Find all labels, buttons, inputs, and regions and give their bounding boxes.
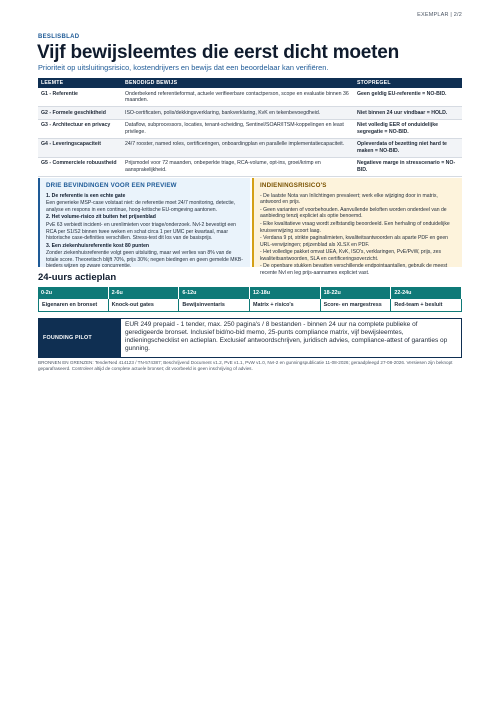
findings-title: DRIE BEVINDINGEN VOOR EEN PREVIEW	[46, 182, 177, 189]
finding-title: 2. Het volume-risico zit buiten het prijsenblad	[46, 214, 156, 221]
gap-name: G5 - Commerciele robuustheid	[38, 157, 122, 176]
gap-stop-rule: Geen geldig EU-referentie = NO-BID.	[354, 88, 462, 107]
timeline-task: Knock-out gates	[109, 299, 180, 312]
table-row	[38, 138, 462, 157]
risk-item: - De laatste Nota van Inlichtingen prevaleert; werk elke wijziging door in matrix, antwoord en prijs.	[260, 192, 438, 206]
gap-evidence: Onderbekend referentieformat, actuele verifieerbare contactperson, scope en evaluatie binnen 36 maanden.	[122, 88, 354, 107]
gap-stop-rule: Opleverdata of bezetting niet hard te maken = NO-BID.	[354, 138, 462, 157]
risk-item: - De openbare stukken bevatten verschillende endpointaantallen, gebruik de meest recente Nvl en leg prijs-aannames expliciet vast.	[260, 263, 448, 276]
finding-title: 3. Een ziekenhuisreferentie kost 80 punten	[46, 242, 150, 249]
timeline-task: Red-team + besluit	[391, 299, 462, 312]
timeline-task: Bewijsinventaris	[179, 299, 250, 312]
column-header-evidence: BENODIGD BEWIJS	[122, 78, 354, 88]
finding-text: Zonder ziekenhuisreferentie volgt geen uitsluiting, maar wel verlies van 8% van de totale score. Theoretisch blijft 70%, prijs 30%; negen biedingen en geen gemelde MKB-bieders wijzen op zware concurrentie.	[46, 250, 243, 270]
sources-footnote: BRONNEN EN GRENZEN: TenderNed 414123 / TN-574387; Beschrijvend Document v1.2, PvE v1.1, PvW v1.0, NvI-2 en gunningspublicatie 11-08-2026; geraadpleegd 27-08-2026. Versiesen zijn beknopt geparafraseerd. Controleer altijd de complete actuele bronset; dit voorbeeld is geen inschrijving of advies.	[38, 360, 453, 371]
gap-stop-rule: Niet volledig EER of onduidelijke segregatie = NO-BID.	[354, 119, 462, 138]
gap-evidence: Dataflow, subprocessors, locaties, tenant-scheiding, Sentinel/SOAR/ITSM-koppelingen en least privilege.	[122, 119, 354, 138]
column-header-gap: LEEMTE	[38, 78, 122, 88]
findings-box	[38, 178, 250, 270]
evidence-gap-table	[38, 78, 462, 177]
timeline-slot: 18-22u	[321, 287, 392, 299]
risk-item: - Verdana 9 pt, strikte paginalimieten, kwaliteitsantwoorden als aparte PDF en geen URL-verwijzingen; prijzenblad als XLSX en PDF.	[260, 235, 449, 248]
gap-stop-rule: Negatieve marge in stresscenario = NO-BID.	[354, 157, 462, 176]
timeline-slot: 0-2u	[38, 287, 109, 299]
risks-box	[252, 178, 462, 276]
timeline-task: Eigenaren en bronset	[38, 299, 109, 312]
table-row	[38, 157, 462, 176]
table-row	[38, 119, 462, 138]
risk-item: - Het volledige pakket omvat UEA, KvK, ISO's, verklaringen, PvE/PvW, prijs, zes kwaliteitsantwoorden, SLA en certificeringsoverzicht.	[260, 249, 442, 262]
action-plan-timeline	[38, 287, 462, 312]
table-row	[38, 88, 462, 107]
page-title: Vijf bewijsleemtes die eerst dicht moeten	[37, 42, 400, 63]
timeline-slot: 12-18u	[250, 287, 321, 299]
gap-name: G4 - Leveringscapaciteit	[38, 138, 122, 157]
page-tag: EXEMPLAR | 2/2	[417, 12, 462, 18]
action-plan-title: 24-uurs actieplan	[38, 272, 117, 283]
finding-title: 1. De referentie is een echte gate	[46, 192, 126, 199]
timeline-task: Score- en margestress	[321, 299, 392, 312]
table-row	[38, 107, 462, 120]
gap-name: G1 - Referentie	[38, 88, 122, 107]
gap-stop-rule: Niet binnen 24 uur vindbaar = HOLD.	[354, 107, 462, 120]
risk-item: - Elke kwalitatieve vraag wordt zelfstandig beoordeeld. Een herhaling of onduidelijke kruisverwijzing scoort laag.	[260, 221, 450, 234]
gap-name: G2 - Formele geschiktheid	[38, 107, 122, 120]
finding-text: Een generieke MSP-case volstaat niet: de referentie moet 24/7 monitoring, detectie, analyse en respons in een continue, hoog-kritische EU-omgeving aantonen.	[46, 200, 236, 213]
gap-evidence: Prijsmodel voor 72 maanden, onbeperkte triage, RCA-volume, opt-ins, groei/krimp en aansprakelijkheid.	[122, 157, 354, 176]
finding-text: PvE 63 verbiedt incident- en urenlimieten voor triage/onderzoek. Nvl-2 bevestigt een RCA per S1/S2 binnen twee weken en schat circa 1 per UMC per kwartaal, maar historische case-definities verschillen. Stress-test dit los van de basisprijs.	[46, 222, 236, 242]
table-header-row	[38, 78, 462, 88]
gap-evidence: ISO-certificaten, polis/dekkingsverklaring, bankverklaring, KvK en tekenbevoegdheid.	[122, 107, 354, 120]
page-subtitle: Prioriteit op uitsluitingsrisico, kostendrijvers en bewijs dat een beoordelaar kan verifiëren.	[38, 63, 329, 72]
pilot-description: EUR 249 prepaid - 1 tender, max. 250 pagina's / 8 bestanden - binnen 24 uur na complete publieke of geredigeerde bronset. Inclusief bid/no-bid memo, 25-punts compliance matrix, vijf bewijsleemtes, indieningschecklist en actieplan. Exclusief antwoordschrijven, juridisch advies, compliance-attest of garanties op gunning.	[121, 319, 461, 357]
timeline-slot: 6-12u	[179, 287, 250, 299]
risks-title: INDIENINGSRISICO'S	[260, 182, 327, 189]
gap-name: G3 - Architectuur en privacy	[38, 119, 122, 138]
section-kicker: BESLISBLAD	[38, 34, 80, 40]
column-header-stop-rule: STOPREGEL	[354, 78, 462, 88]
pilot-label: FOUNDING PILOT	[39, 319, 121, 357]
timeline-task: Matrix + risico's	[250, 299, 321, 312]
gap-evidence: 24/7 rooster, named roles, certificeringen, onboardingplan en parallelle implementatiecapaciteit.	[122, 138, 354, 157]
founding-pilot-band	[38, 318, 462, 358]
risk-item: - Geen varianten of voorbehouden. Aanvullende beloften worden onderdeel van de aanbieding tenzij expliciet als optie benoemd.	[260, 206, 447, 220]
timeline-slot: 2-6u	[109, 287, 180, 299]
timeline-slot: 22-24u	[391, 287, 462, 299]
